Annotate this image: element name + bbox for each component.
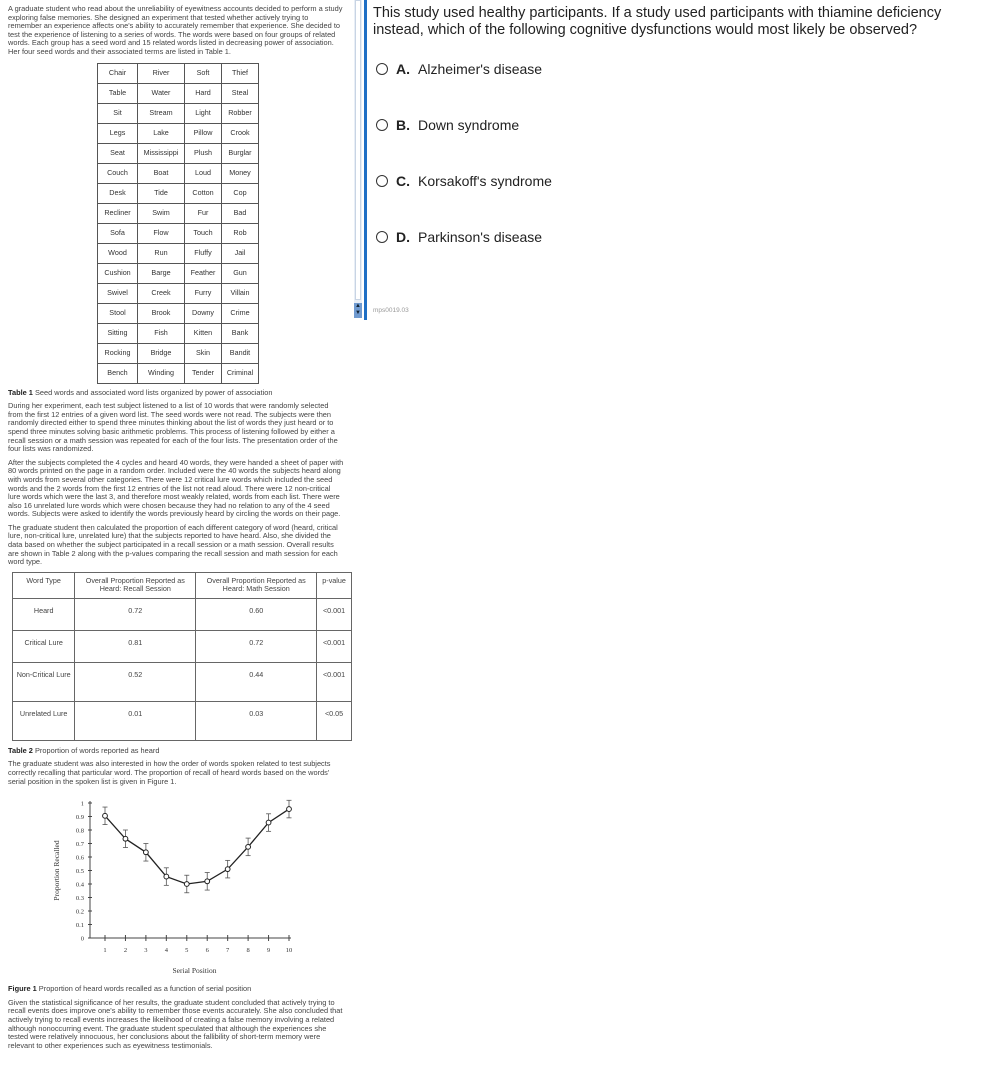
- option-letter: C.: [396, 173, 410, 189]
- y-tick-label: 0.9: [75, 814, 84, 822]
- table-cell: Bridge: [138, 343, 185, 363]
- col-header: Overall Proportion Reported as Heard: Recall Session: [75, 572, 196, 598]
- table-cell: Unrelated Lure: [13, 701, 75, 740]
- table-cell: Downy: [185, 303, 222, 323]
- table-cell: Crime: [222, 303, 259, 323]
- table-cell: Winding: [138, 363, 185, 383]
- passage-paragraph-5: The graduate student was also interested in how the order of words spoken related to test subjects correctly recalling that particular word. The proportion of recall of heard words based on the words' serial position in the spoken list is given in Figure 1.: [8, 759, 331, 786]
- table-cell: <0.001: [317, 662, 352, 701]
- data-point: [246, 845, 251, 850]
- table-cell: Rocking: [98, 343, 138, 363]
- table-cell: 0.81: [75, 630, 196, 662]
- table-row: [98, 63, 259, 83]
- table-cell: Criminal: [222, 363, 259, 383]
- option-letter: B.: [396, 117, 410, 133]
- figure-1-chart: [50, 791, 310, 981]
- x-tick-label: 10: [285, 947, 293, 955]
- table-cell: Mississippi: [138, 143, 185, 163]
- table-cell: Couch: [98, 163, 138, 183]
- table-row: [98, 323, 259, 343]
- x-tick-label: 5: [185, 947, 189, 955]
- y-tick-label: 0.6: [75, 854, 84, 862]
- table-cell: Heard: [13, 598, 75, 630]
- col-header: Word Type: [13, 572, 75, 598]
- table-cell: Rob: [222, 223, 259, 243]
- table-cell: Crook: [222, 123, 259, 143]
- table-cell: <0.001: [317, 630, 352, 662]
- y-axis-label: Proportion Recalled: [52, 840, 61, 901]
- table-cell: Water: [138, 83, 185, 103]
- table-cell: Seat: [98, 143, 138, 163]
- col-header: Overall Proportion Reported as Heard: Math Session: [196, 572, 317, 598]
- table-cell: Stool: [98, 303, 138, 323]
- table-cell: Gun: [222, 263, 259, 283]
- x-axis-label: Serial Position: [172, 966, 217, 976]
- table-row: [98, 163, 259, 183]
- table-cell: Feather: [185, 263, 222, 283]
- table-row: [13, 662, 352, 701]
- table-cell: Tender: [185, 363, 222, 383]
- table-cell: Touch: [185, 223, 222, 243]
- table-2: [12, 572, 352, 741]
- passage-panel: [0, 0, 352, 1050]
- y-tick-label: 0.7: [75, 841, 84, 849]
- table-cell: Cop: [222, 183, 259, 203]
- table-cell: Bench: [98, 363, 138, 383]
- caption-text: Seed words and associated word lists organized by power of association: [32, 387, 273, 397]
- y-tick-label: 0.5: [75, 868, 84, 876]
- scroll-down-icon[interactable]: ▼: [355, 310, 361, 316]
- option-letter: A.: [396, 61, 410, 77]
- table-cell: Sofa: [98, 223, 138, 243]
- table-cell: Lake: [138, 123, 185, 143]
- table-cell: Legs: [98, 123, 138, 143]
- table-cell: Light: [185, 103, 222, 123]
- table-cell: Bad: [222, 203, 259, 223]
- table-cell: Furry: [185, 283, 222, 303]
- data-point: [205, 879, 210, 884]
- data-point: [103, 814, 108, 819]
- caption-label: Table 1: [8, 387, 33, 397]
- table-row: [98, 83, 259, 103]
- table-cell: Non-Critical Lure: [13, 662, 75, 701]
- table-cell: Kitten: [185, 323, 222, 343]
- option-label: Alzheimer's disease: [418, 61, 543, 77]
- table-cell: <0.05: [317, 701, 352, 740]
- y-tick-label: 0.1: [75, 922, 84, 930]
- table-cell: Thief: [222, 63, 259, 83]
- table-cell: Flow: [138, 223, 185, 243]
- table-cell: 0.52: [75, 662, 196, 701]
- x-tick-label: 6: [205, 947, 209, 955]
- table-row: [98, 223, 259, 243]
- table-cell: Villain: [222, 283, 259, 303]
- table-cell: River: [138, 63, 185, 83]
- table-cell: Plush: [185, 143, 222, 163]
- table-cell: Bank: [222, 323, 259, 343]
- radio-icon[interactable]: [376, 63, 388, 75]
- table-2-caption: [0, 747, 352, 756]
- table-cell: Stream: [138, 103, 185, 123]
- table-cell: Jail: [222, 243, 259, 263]
- table-cell: Cushion: [98, 263, 138, 283]
- table-cell: Table: [98, 83, 138, 103]
- table-cell: Barge: [138, 263, 185, 283]
- table-row: [13, 701, 352, 740]
- option-label: Parkinson's disease: [418, 229, 543, 245]
- data-point: [225, 867, 230, 872]
- table-cell: Sit: [98, 103, 138, 123]
- table-cell: Swivel: [98, 283, 138, 303]
- table-cell: Fur: [185, 203, 222, 223]
- scroll-arrows[interactable]: [354, 303, 362, 318]
- option-label: Korsakoff's syndrome: [418, 173, 552, 189]
- table-cell: Robber: [222, 103, 259, 123]
- table-cell: Hard: [185, 83, 222, 103]
- table-cell: Tide: [138, 183, 185, 203]
- question-stem: This study used healthy participants. If a study used participants with thiamine deficiency instead, which of the following cognitive dysfunctions would most likely be observed?: [373, 5, 942, 38]
- table-row: [98, 363, 259, 383]
- passage-paragraph-2: During her experiment, each test subject listened to a list of 10 words that were randomly selected from the first 12 entries of a given word list. The seed words were not read. The subjects were then randomly directed either to spend three minutes thinking about the list of words they just heard or to spend three minutes solving basic arithmetic problems. This process of listening followed by either a recall session or a math session was repeated for each of the four lists. The presentation order of the four lists was randomized.: [8, 401, 338, 454]
- table-cell: Pillow: [185, 123, 222, 143]
- data-point: [143, 850, 148, 855]
- table-cell: 0.60: [196, 598, 317, 630]
- passage-paragraph-4: The graduate student then calculated the proportion of each different category of word (heard, critical lure, non-critical lure, unrelated lure) that the subjects reported to have heard. Also, she divided the data based on whether the subject participated in a recall session or a math session. Overall results are shown in Table 2 along with the p-values comparing the recall session and math session for each word type.: [8, 522, 338, 567]
- table-cell: Soft: [185, 63, 222, 83]
- table-cell: Recliner: [98, 203, 138, 223]
- radio-icon[interactable]: [376, 231, 388, 243]
- table-row: [13, 598, 352, 630]
- option-letter: D.: [396, 229, 410, 245]
- table-cell: Run: [138, 243, 185, 263]
- option-c[interactable]: [376, 173, 552, 189]
- table-cell: Bandit: [222, 343, 259, 363]
- caption-text: Proportion of words reported as heard: [32, 745, 160, 755]
- figure-1-caption: [0, 985, 352, 994]
- table-cell: Wood: [98, 243, 138, 263]
- table-cell: Burglar: [222, 143, 259, 163]
- x-tick-label: 8: [246, 947, 250, 955]
- panel-divider: [364, 0, 367, 320]
- table-1-caption: [0, 389, 352, 398]
- table-cell: Chair: [98, 63, 138, 83]
- table-cell: 0.72: [196, 630, 317, 662]
- passage-paragraph-6: Given the statistical significance of her results, the graduate student concluded that actively trying to recall events does improve one's ability to remember those events accurately. She also concluded that actively trying to recall events increases the likelihood of creating a false memory involving a related although nonoccurring event. The graduate student speculated that although the experiences she tested were relatively innocuous, her conclusions about the fallibility of short-term memory were relevant to other experiences such as eyewitness testimonials.: [8, 997, 343, 1050]
- table-cell: Creek: [138, 283, 185, 303]
- y-tick-label: 0: [80, 935, 84, 943]
- table-row: [98, 183, 259, 203]
- table-row: [98, 203, 259, 223]
- x-tick-label: 1: [103, 947, 107, 955]
- passage-intro: A graduate student who read about the unreliability of eyewitness accounts decided to perform a study exploring false memories. She designed an experiment that tested whether actively trying to remember an experience affects one's ability to accurately remember that experience. She decided to test the experience of listening to a series of words. The words were based on four groups of related words. Each group has a seed word and 15 related words listed in decreasing power of association. Her four seed words and their associated terms are listed in Table 1.: [8, 4, 343, 56]
- data-point: [287, 807, 292, 812]
- x-tick-label: 2: [123, 947, 128, 955]
- table-1: [97, 63, 259, 384]
- y-tick-label: 0.2: [75, 908, 84, 916]
- y-tick-label: 0.8: [75, 827, 84, 835]
- caption-text: Proportion of heard words recalled as a function of serial position: [36, 984, 252, 994]
- caption-label: Table 2: [8, 745, 33, 755]
- table-row: [98, 263, 259, 283]
- table-cell: 0.01: [75, 701, 196, 740]
- x-tick-label: 9: [266, 947, 271, 955]
- table-cell: Fluffy: [185, 243, 222, 263]
- table-row: [13, 630, 352, 662]
- option-d[interactable]: [376, 229, 542, 245]
- y-tick-label: 0.3: [75, 895, 84, 903]
- scroll-up-icon[interactable]: ▲: [355, 303, 361, 309]
- table-row: [98, 303, 259, 323]
- series-line: [105, 809, 289, 884]
- table-cell: Steal: [222, 83, 259, 103]
- data-point: [123, 837, 128, 842]
- table-cell: 0.03: [196, 701, 317, 740]
- scrollbar-thumb[interactable]: [355, 0, 361, 300]
- table-row: [98, 243, 259, 263]
- table-cell: Desk: [98, 183, 138, 203]
- y-tick-label: 1: [80, 800, 84, 808]
- x-tick-label: 7: [226, 947, 230, 955]
- caption-label: Figure 1: [8, 984, 37, 994]
- table-cell: Loud: [185, 163, 222, 183]
- option-a[interactable]: [376, 61, 542, 77]
- x-tick-label: 4: [164, 947, 168, 955]
- table-row: [98, 343, 259, 363]
- data-point: [164, 874, 169, 879]
- question-code: mps0019.03: [373, 307, 409, 314]
- col-header: p-value: [317, 572, 352, 598]
- passage-paragraph-3: After the subjects completed the 4 cycles and heard 40 words, they were handed a sheet of paper with 80 words printed on the page in a random order. Included were the 40 words the subjects heard along with words from several other categories. There were 12 critical lure words which included the seed words and the 2 words from the first 12 entries of the list not read aloud. There were 12 non-critical lure words which were the last 3, and therefore most weakly related, words from each list. There were also 16 unrelated lure words which were chosen because they had no relation to any of the 4 seed words. Subjects were asked to identify the words previously heard by circling the words on their page.: [8, 457, 344, 519]
- table-cell: Money: [222, 163, 259, 183]
- table-cell: Cotton: [185, 183, 222, 203]
- radio-icon[interactable]: [376, 119, 388, 131]
- table-cell: Fish: [138, 323, 185, 343]
- option-label: Down syndrome: [418, 117, 520, 133]
- table-row: [98, 283, 259, 303]
- radio-icon[interactable]: [376, 175, 388, 187]
- table-cell: Critical Lure: [13, 630, 75, 662]
- table-row: [98, 143, 259, 163]
- table-cell: Brook: [138, 303, 185, 323]
- table-cell: <0.001: [317, 598, 352, 630]
- x-tick-label: 3: [144, 947, 148, 955]
- y-tick-label: 0.4: [75, 881, 84, 889]
- data-point: [266, 820, 271, 825]
- table-cell: Swim: [138, 203, 185, 223]
- table-row: [98, 123, 259, 143]
- option-b[interactable]: [376, 117, 519, 133]
- table-cell: Boat: [138, 163, 185, 183]
- table-cell: 0.44: [196, 662, 317, 701]
- table-cell: Sitting: [98, 323, 138, 343]
- table-row: [98, 103, 259, 123]
- data-point: [184, 882, 189, 887]
- table-cell: Skin: [185, 343, 222, 363]
- table-cell: 0.72: [75, 598, 196, 630]
